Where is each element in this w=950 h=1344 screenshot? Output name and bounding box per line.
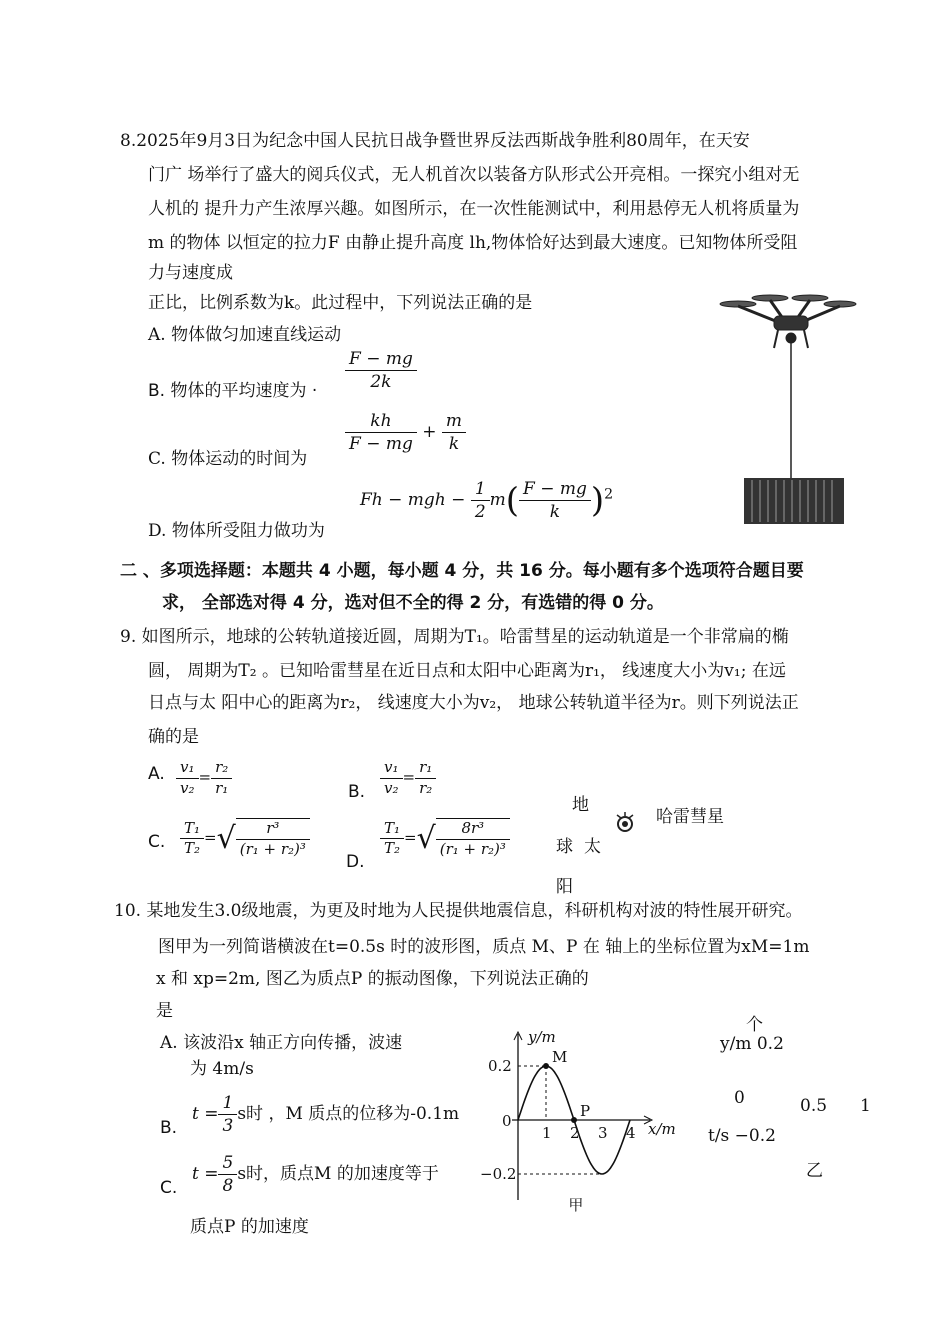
formula-text: t = [192, 1104, 219, 1125]
fig-yi-caption: 乙 [806, 1161, 823, 1181]
q8-option-c-label: C. 物体运动的时间为 [148, 449, 308, 469]
sqrt-sign: √ [416, 821, 436, 856]
point-label-M: M [552, 1048, 568, 1066]
fig-yi-ylabel: y/m 0.2 [720, 1034, 784, 1054]
formula-text: Fh − mgh − [360, 490, 466, 511]
x-tick-label: 1 [542, 1124, 552, 1142]
fraction-denominator: 8 [222, 1176, 234, 1197]
fraction-numerator: T₁ [180, 819, 204, 840]
fraction-denominator: F − mg [349, 434, 413, 455]
right-paren: ) [590, 480, 605, 521]
equals-sign: = [204, 828, 217, 847]
q9-option-c-formula [180, 818, 310, 859]
point-M [543, 1063, 549, 1069]
fig-label-halley-comet: 哈雷彗星 [656, 807, 724, 827]
sqrt-sign: √ [216, 821, 236, 856]
caption-jia: 甲 [568, 1196, 584, 1214]
q10-line-1: 10. 某地发生3.0级地震，为更及时地为人民提供地震信息，科研机构对波的特性展开研究。 [114, 901, 803, 921]
q8-option-a: A. 物体做匀加速直线运动 [148, 325, 342, 345]
q9-option-b-label: B. [348, 782, 366, 802]
fraction-numerator: 1 [471, 478, 490, 501]
fraction-numerator: v₁ [380, 758, 403, 779]
q9-option-a-label: A. [148, 764, 165, 784]
fraction-denominator: k [549, 502, 561, 523]
x-axis-label: x/m [648, 1120, 676, 1138]
fraction-denominator: T₂ [184, 839, 201, 857]
fraction-denominator: 2 [474, 502, 486, 523]
q9-line-2: 圆， 周期为T₂ 。已知哈雷彗星在近日点和太阳中心距离为r₁， 线速度大小为v₁; 在远 [148, 661, 786, 681]
q8-option-d-label: D. 物体所受阻力做功为 [148, 521, 325, 541]
fraction-denominator: T₂ [384, 839, 401, 857]
formula-rest: s时 ，M 质点的位移为-0.1m [237, 1104, 460, 1125]
q8-line-6: 正比，比例系数为k。此过程中，下列说法正确的是 [148, 293, 533, 313]
q8-option-d-formula [360, 478, 613, 523]
fraction-denominator: (r₁ + r₂)³ [239, 839, 306, 858]
fraction-numerator: T₁ [380, 819, 404, 840]
comet-icon [612, 810, 638, 836]
section-2-heading-line-2: 求， 全部选对得 4 分，选对但不全的得 2 分，有选错的得 0 分。 [162, 593, 664, 613]
fig-label-earth-1: 地 [572, 795, 589, 815]
fraction-denominator: (r₁ + r₂)³ [439, 839, 506, 858]
origin-label: 0 [502, 1112, 512, 1130]
fraction-denominator: k [448, 434, 460, 455]
fig-yi-arrow: 个 [746, 1015, 763, 1035]
q9-option-d-formula [380, 818, 510, 859]
fraction-denominator: 3 [222, 1116, 234, 1137]
fraction-denominator: r₁ [215, 778, 229, 797]
q10-option-c-label: C. [160, 1178, 178, 1198]
q9-option-c-label: C. [148, 832, 166, 852]
x-tick-label: 4 [626, 1124, 636, 1142]
y-tick-positive: 0.2 [488, 1057, 512, 1075]
q10-line-3: x 和 xp=2m, 图乙为质点P 的振动图像，下列说法正确的 [156, 969, 589, 989]
q9-option-a-formula [176, 758, 232, 798]
fraction-numerator: r₂ [211, 758, 232, 779]
point-label-P: P [580, 1102, 591, 1120]
fraction-numerator: F − mg [519, 478, 591, 501]
equals-sign: = [404, 828, 417, 847]
fraction-numerator: F − mg [345, 348, 417, 371]
q8-option-c-formula [345, 410, 466, 455]
wave-chart-jia [478, 1024, 688, 1214]
q8-option-b-label: B. 物体的平均速度为 · [148, 381, 318, 401]
drone-figure [718, 292, 858, 528]
q10-line-4: 是 [156, 1001, 173, 1021]
fraction-denominator: 2k [370, 372, 392, 393]
q10-option-b-label: B. [160, 1118, 178, 1138]
q8-line-5: 力与速度成 [148, 263, 233, 283]
q10-line-2: 图甲为一列简谐横波在t=0.5s 时的波形图，质点 M、P 在 轴上的坐标位置为xM=1m [158, 937, 810, 957]
q10-option-c-text [192, 1152, 439, 1197]
fig-label-sun-2: 阳 [556, 877, 573, 897]
section-2-heading-line-1: 二 、多项选择题：本题共 4 小题，每小题 4 分，共 16 分。每小题有多个选项符合题目要 [120, 561, 804, 581]
fraction-numerator: v₁ [176, 758, 199, 779]
fig-yi-tlabel: t/s −0.2 [708, 1126, 776, 1146]
x-tick-label: 2 [570, 1124, 580, 1142]
fraction-numerator: 8r³ [436, 819, 510, 840]
fraction-numerator: 5 [218, 1152, 237, 1175]
x-tick-label: 3 [598, 1124, 608, 1142]
fraction-numerator: r³ [236, 819, 310, 840]
formula-rest: s时，质点M 的加速度等于 [237, 1164, 439, 1185]
q10-option-b-text [192, 1092, 459, 1137]
fig-yi-zero: 0 [734, 1088, 745, 1108]
fraction-numerator: 1 [218, 1092, 237, 1115]
formula-m: m [489, 490, 506, 511]
q8-line-4: m 的物体 以恒定的拉力F 由静止提升高度 lh,物体恰好达到最大速度。已知物体所受阻 [148, 233, 798, 253]
q10-option-a-line-2: 为 4m/s [190, 1059, 254, 1079]
point-P [571, 1117, 577, 1123]
fraction-numerator: m [442, 410, 466, 433]
formula-text: t = [192, 1164, 219, 1185]
fraction-denominator: v₂ [384, 778, 399, 797]
left-paren: ( [505, 480, 520, 521]
fraction-denominator: v₂ [180, 778, 195, 797]
q9-line-1: 9. 如图所示，地球的公转轨道接近圆，周期为T₁。哈雷彗星的运动轨道是一个非常扁的椭 [120, 627, 789, 647]
q9-option-d-label: D. [346, 852, 365, 872]
q8-line-2: 门广 场举行了盛大的阅兵仪式，无人机首次以装备方队形式公开亮相。一探究小组对无 [148, 165, 800, 185]
equals-sign: = [198, 768, 212, 786]
y-tick-negative: −0.2 [480, 1165, 517, 1183]
fig-label-earth-2: 球 [556, 837, 573, 857]
fraction-denominator: r₂ [419, 778, 433, 797]
fraction-numerator: r₁ [415, 758, 436, 779]
equals-sign: = [402, 768, 416, 786]
exponent: 2 [604, 486, 614, 503]
y-axis-label: y/m [528, 1028, 556, 1046]
q10-option-c-line-2: 质点P 的加速度 [190, 1217, 309, 1237]
q10-option-a-line-1: A. 该波沿x 轴正方向传播，波速 [160, 1033, 403, 1053]
fig-label-sun-1: 太 [584, 837, 601, 857]
q9-line-4: 确的是 [148, 727, 199, 747]
fig-yi-tick-1: 1 [860, 1096, 871, 1116]
plus-sign: + [422, 422, 437, 443]
q8-line-1: 8.2025年9月3日为纪念中国人民抗日战争暨世界反法西斯战争胜利80周年，在天安 [120, 131, 750, 151]
fraction-numerator: kh [345, 410, 417, 433]
fig-yi-tick-0.5: 0.5 [800, 1096, 828, 1116]
q8-option-b-formula [345, 348, 417, 393]
q9-option-b-formula [380, 758, 436, 798]
q8-line-3: 人机的 提升力产生浓厚兴趣。如图所示，在一次性能测试中，利用悬停无人机将质量为 [148, 199, 800, 219]
q9-line-3: 日点与太 阳中心的距离为r₂， 线速度大小为v₂， 地球公转轨道半径为r。则下列说法正 [148, 693, 799, 713]
